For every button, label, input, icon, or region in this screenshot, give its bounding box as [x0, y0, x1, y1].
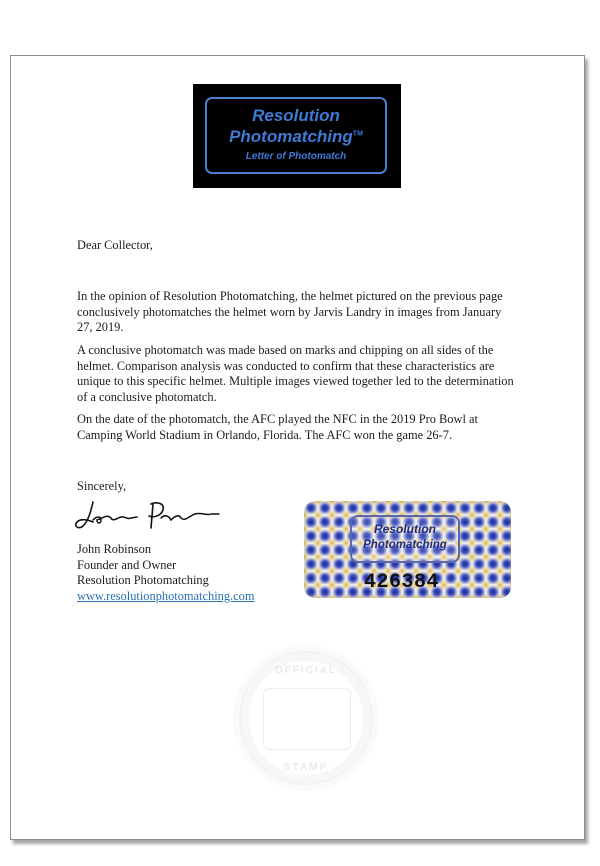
- signer-title: Founder and Owner: [77, 557, 177, 572]
- logo-line-2-text: Photomatching: [229, 127, 353, 146]
- logo-line-2: [207, 127, 385, 147]
- logo-line-3: Letter of Photomatch: [245, 151, 347, 162]
- trademark-mark: TM: [352, 130, 363, 138]
- seal-top-text: OFFICIAL: [274, 665, 338, 676]
- closing: Sincerely,: [77, 479, 127, 493]
- hologram-line-2: Photomatching: [363, 539, 447, 551]
- hologram-line-1: Resolution: [374, 522, 436, 536]
- signer-company: Resolution Photomatching: [77, 573, 209, 587]
- company-logo: [193, 84, 401, 188]
- seal-bottom-text: STAMP: [283, 762, 329, 773]
- paragraph-opinion: In the opinion of Resolution Photomatching, the helmet pictured on the previous page conclusively photomatches the helmet worn by Jarvis Landry in images from January 27, 2019.: [77, 289, 503, 334]
- seal-inner-frame: [263, 688, 351, 750]
- hologram-label: [350, 515, 460, 563]
- logo-frame: [205, 97, 387, 174]
- paragraph-analysis: A conclusive photomatch was made based on marks and chipping on all sides of the helmet. Comparison analysis was conducted to confirm that these characteristics are unique to this specific helmet. Multiple images viewed together led to the determination of a conclusive photomatch.: [77, 343, 514, 404]
- paragraph-game-info: On the date of the photomatch, the AFC played the NFC in the 2019 Pro Bowl at Camping World Stadium in Orlando, Florida. The AFC won the game 26-7.: [77, 412, 478, 442]
- signature-block: [77, 542, 254, 604]
- handwritten-signature: [71, 496, 221, 536]
- hologram-serial-number: 426384: [364, 571, 440, 594]
- logo-line-1: Resolution: [252, 106, 340, 125]
- hologram-sticker: [304, 501, 511, 598]
- greeting: Dear Collector,: [77, 238, 153, 252]
- signer-name: John Robinson: [77, 542, 152, 556]
- letter-page: [10, 55, 585, 840]
- website-link[interactable]: www.resolutionphotomatching.com: [77, 588, 255, 603]
- embossed-seal: [239, 651, 373, 785]
